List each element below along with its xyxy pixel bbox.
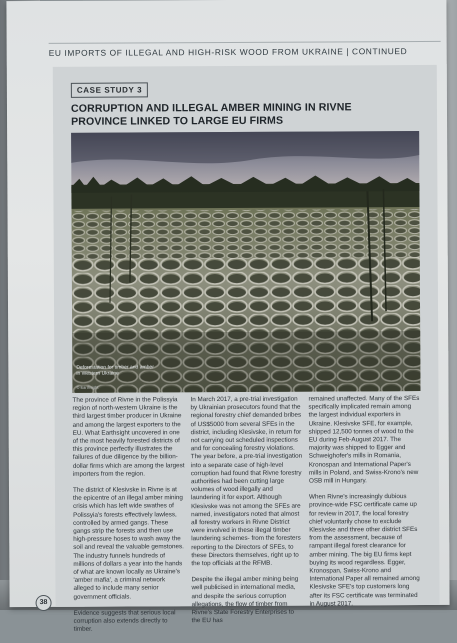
paragraph: When Rivne's increasingly dubious province-wide FSC certificate came up for review in 2017, the local forestry chief voluntarily chose to exclude Klesivske and three other district SFEs from the assessment, because of rampant illegal forest clearance for amber mining. The big EU firms kept buying its wood regardless. Egger, Kronospan, Swiss-Krono and International Paper all remained among Klesivske SFE's top customers long after its FSC certificate was terminated in August 2017.	[309, 493, 420, 608]
photo-credit: © Earthsight	[76, 384, 99, 390]
deforestation-photo	[71, 131, 420, 393]
paragraph: The district of Klesivske in Rivne is at the epicentre of an illegal amber mining crisis which has left wide swathes of Polissyia's forests effectively lawless, controlled by armed gangs. These gangs strip the forests and then use high-pressure hoses to wash away the soil and reveal the valuable gemstones. The industry funnels hundreds of millions of dollars a year into the hands of what are known locally as Ukraine's 'amber mafia', a criminal network alleged to include many senior government officials.	[72, 486, 184, 601]
deforestation-photo-image	[71, 131, 420, 393]
case-study-title: CORRUPTION AND ILLEGAL AMBER MINING IN RIVNE PROVINCE LINKED TO LARGE EU FIRMS	[70, 101, 352, 128]
paragraph: Despite the illegal amber mining being well publicised in international media, and despite the serious corruption allegations, the flow of timber from Rivne's State Forestry Enterprises to the EU has	[191, 575, 299, 625]
text-column-3	[308, 395, 421, 617]
paragraph: Evidence suggests that serious local corruption also extends directly to timber.	[73, 609, 176, 634]
case-study-label: CASE STUDY 3	[71, 82, 148, 97]
case-study-panel	[53, 65, 440, 634]
paragraph: The province of Rivne in the Polissyia region of north-western Ukraine is the third largest timber producer in Ukraine and among the largest exporters to the EU. What Earthsight uncovered in one of the most heavily forested districts of this province perfectly illustrates the failures of due diligence by the billion-dollar firms which are among the largest importers from the region.	[72, 396, 185, 478]
text-column-2	[190, 396, 303, 634]
photo-caption: Deforestation for timber and amber in Western Ukraine	[76, 364, 154, 377]
running-head: EU IMPORTS OF ILLEGAL AND HIGH-RISK WOOD FROM UKRAINE | CONTINUED	[49, 41, 441, 58]
text-column-1	[72, 396, 185, 642]
paragraph: In March 2017, a pre-trial investigation by Ukrainian prosecutors found that the regional forestry chief demanded bribes of US$5000 from several SFEs in the district, including Klesivske, in return for not carrying out scheduled inspections and for concealing forestry violations. The year before, a pre-trial investigation into a separate case of high-level corruption had found that Rivne forestry authorities had been cutting large volumes of wood illegally and laundering it for export. Although Klesivske was not among the SFEs are named, investigators noted that almost all forestry workers in Rivne District were involved in these illegal timber laundering schemes- from the foresters reporting to the Directors of SFEs, to these Directors themselves, right up to the top officials at the RFMB.	[190, 395, 303, 568]
paragraph: remained unaffected. Many of the SFEs specifically implicated remain among the largest individual exporters in Ukraine. Klesivske SFE, for example, shipped 12,500 tonnes of wood to the EU during Feb-August 2017. The majority was shipped to Egger and Schweighofer's mills in Romania, Kronospan and International Paper's mills in Poland, and Swiss-Krono's new OSB mill in Hungary.	[308, 394, 420, 485]
page-number: 38	[36, 595, 52, 611]
report-page	[6, 0, 449, 634]
